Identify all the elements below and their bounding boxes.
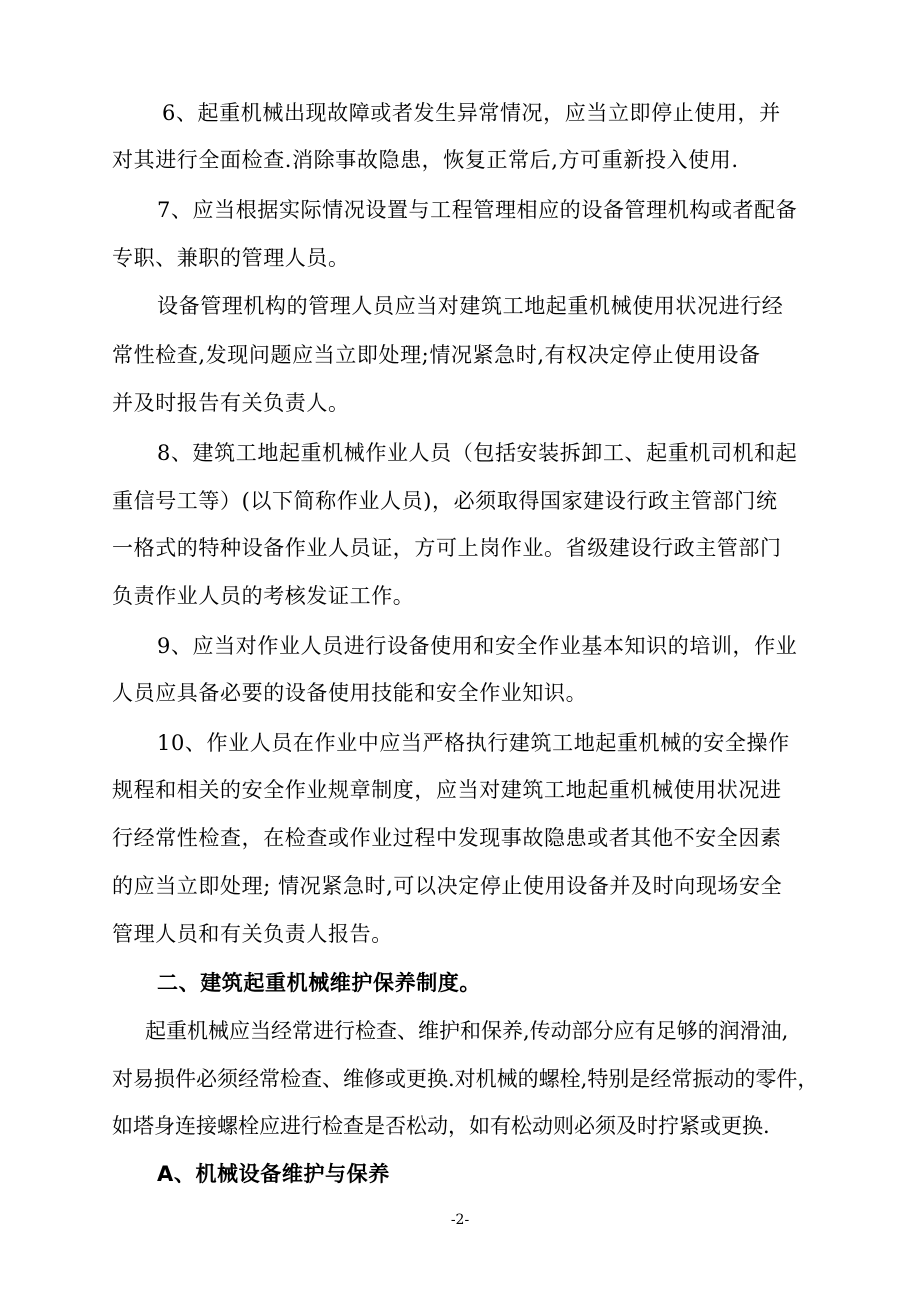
subsection-heading-a: A、机械设备维护与保养 xyxy=(157,1162,390,1186)
paragraph-10-line-3: 行经常性检查，在检查或作业过程中发现事故隐患或者其他不安全因素 xyxy=(112,826,782,850)
paragraph-maintenance-line-3: 如塔身连接螺栓应进行检查是否松动，如有松动则必须及时拧紧或更换. xyxy=(112,1114,770,1138)
paragraph-mgmt-line-3: 并及时报告有关负责人。 xyxy=(112,391,350,415)
paragraph-10-line-1: 10、作业人员在作业中应当严格执行建筑工地起重机械的安全操作 xyxy=(157,731,790,755)
paragraph-10-line-5: 管理人员和有关负责人报告。 xyxy=(112,922,393,946)
paragraph-8-line-2: 重信号工等）(以下简称作业人员)，必须取得国家建设行政主管部门统 xyxy=(112,489,778,513)
paragraph-maintenance-line-2: 对易损件必须经常检查、维修或更换.对机械的螺栓,特别是经常振动的零件， xyxy=(112,1067,819,1091)
paragraph-maintenance-line-1: 起重机械应当经常进行检查、维护和保养,传动部分应有足够的润滑油, xyxy=(145,1019,789,1043)
paragraph-8-line-4: 负责作业人员的考核发证工作。 xyxy=(112,584,415,608)
paragraph-8-line-1: 8、建筑工地起重机械作业人员（包括安装拆卸工、起重机司机和起 xyxy=(157,441,798,465)
paragraph-mgmt-line-1: 设备管理机构的管理人员应当对建筑工地起重机械使用状况进行经 xyxy=(157,294,784,318)
page-number: -2- xyxy=(450,1212,470,1228)
paragraph-8-line-3: 一格式的特种设备作业人员证，方可上岗作业。省级建设行政主管部门 xyxy=(112,536,782,560)
paragraph-9-line-1: 9、应当对作业人员进行设备使用和安全作业基本知识的培训，作业 xyxy=(157,634,798,658)
paragraph-7-line-1: 7、应当根据实际情况设置与工程管理相应的设备管理机构或者配备 xyxy=(157,198,798,222)
paragraph-mgmt-line-2: 常性检查,发现问题应当立即处理;情况紧急时,有权决定停止使用设备 xyxy=(112,343,761,367)
paragraph-10-line-4: 的应当立即处理; 情况紧急时,可以决定停止使用设备并及时向现场安全 xyxy=(112,874,783,898)
paragraph-7-line-2: 专职、兼职的管理人员。 xyxy=(112,246,350,270)
paragraph-6-line-2: 对其进行全面检查.消除事故隐患，恢复正常后,方可重新投入使用. xyxy=(112,148,739,172)
section-heading-maintenance: 二、建筑起重机械维护保养制度。 xyxy=(157,971,481,995)
paragraph-6-line-1: 6、起重机械出现故障或者发生异常情况，应当立即停止使用，并 xyxy=(162,101,781,125)
paragraph-9-line-2: 人员应具备必要的设备使用技能和安全作业知识。 xyxy=(112,681,588,705)
paragraph-10-line-2: 规程和相关的安全作业规章制度，应当对建筑工地起重机械使用状况进 xyxy=(112,778,782,802)
